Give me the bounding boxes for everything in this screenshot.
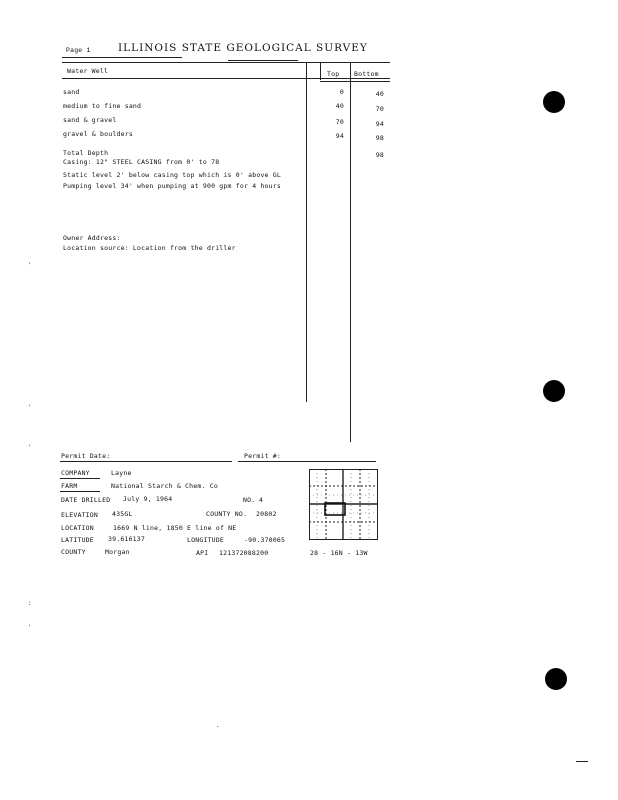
date-drilled-label: DATE DRILLED	[61, 496, 111, 504]
header-rule-2	[228, 60, 298, 61]
log-header-label: Water Well	[67, 67, 109, 75]
casing-text: Casing: 12" STEEL CASING from 0' to 78	[63, 158, 220, 166]
log-row-top: 70	[335, 118, 344, 126]
farm-value: National Starch & Chem. Co	[111, 482, 218, 490]
column-divider-mid	[320, 62, 321, 80]
farm-rule	[60, 491, 100, 492]
farm-label: FARM	[61, 482, 78, 490]
header-rule	[62, 57, 182, 58]
log-row-top: 40	[335, 102, 344, 110]
pumping-level-text: Pumping level 34' when pumping at 900 gpm for 4 hours	[63, 182, 282, 190]
elevation-label: ELEVATION	[61, 511, 99, 519]
longitude-label: LONGITUDE	[187, 536, 225, 544]
total-depth-value: 98	[375, 151, 384, 159]
section-township-range: 28 - 16N - 13W	[310, 549, 368, 557]
scan-speck: '	[28, 624, 32, 631]
log-row-top: 0	[339, 88, 344, 96]
margin-mark	[576, 761, 588, 762]
section-grid-drawing	[309, 469, 378, 540]
col-bottom-header: Bottom	[354, 70, 379, 78]
scan-speck: '	[28, 444, 32, 451]
static-level-text: Static level 2' below casing top which is 0' above GL	[63, 171, 282, 179]
log-row-bottom: 70	[375, 105, 384, 113]
log-row-top: 94	[335, 132, 344, 140]
table-top-rule	[62, 62, 390, 63]
location-source-text: Location source: Location from the driller	[63, 244, 236, 252]
scan-speck: '	[28, 404, 32, 411]
owner-address-label: Owner Address:	[63, 234, 121, 242]
county-no-value: 20802	[256, 510, 277, 518]
elevation-value: 435GL	[112, 510, 133, 518]
column-divider-left	[306, 62, 307, 402]
log-row-material: sand	[63, 88, 80, 96]
permit-number-rule	[238, 461, 376, 462]
company-label: COMPANY	[61, 469, 90, 477]
binder-hole	[545, 668, 567, 690]
company-rule	[60, 478, 100, 479]
county-no-label: COUNTY NO.	[206, 510, 248, 518]
page-title: ILLINOIS STATE GEOLOGICAL SURVEY	[118, 42, 368, 54]
permit-date-rule	[60, 461, 232, 462]
col-top-header: Top	[327, 70, 340, 78]
location-value: 1669 N line, 1850 E line of NE	[113, 524, 237, 532]
log-row-bottom: 40	[375, 90, 384, 98]
total-depth-label: Total Depth	[63, 149, 109, 157]
binder-hole	[543, 91, 565, 113]
latitude-label: LATITUDE	[61, 536, 94, 544]
log-row-bottom: 94	[375, 120, 384, 128]
log-row-bottom: 98	[375, 134, 384, 142]
scan-speck: '	[28, 262, 32, 269]
binder-hole	[543, 380, 565, 402]
latitude-value: 39.616137	[108, 535, 146, 543]
company-value: Layne	[111, 469, 132, 477]
section-locator-grid	[309, 469, 378, 540]
date-drilled-value: July 9, 1964	[123, 495, 173, 503]
log-row-material: gravel & boulders	[63, 130, 133, 138]
table-header-rule-2	[320, 81, 390, 82]
page-label: Page 1	[66, 47, 91, 54]
longitude-value: -90.370065	[244, 536, 286, 544]
column-divider-right	[350, 62, 351, 442]
log-row-material: sand & gravel	[63, 116, 117, 124]
county-label: COUNTY	[61, 548, 86, 556]
well-number-label: NO.	[243, 496, 256, 504]
permit-number-label: Permit #:	[244, 452, 282, 460]
scan-speck: .	[216, 722, 220, 729]
permit-date-label: Permit Date:	[61, 452, 111, 460]
scan-speck: :	[28, 600, 32, 607]
well-number-value: 4	[259, 496, 264, 504]
api-value: 121372088200	[219, 549, 269, 557]
table-header-rule	[62, 78, 390, 79]
api-label: API	[196, 549, 209, 557]
log-row-material: medium to fine sand	[63, 102, 142, 110]
county-value: Morgan	[105, 548, 130, 556]
location-label: LOCATION	[61, 524, 94, 532]
